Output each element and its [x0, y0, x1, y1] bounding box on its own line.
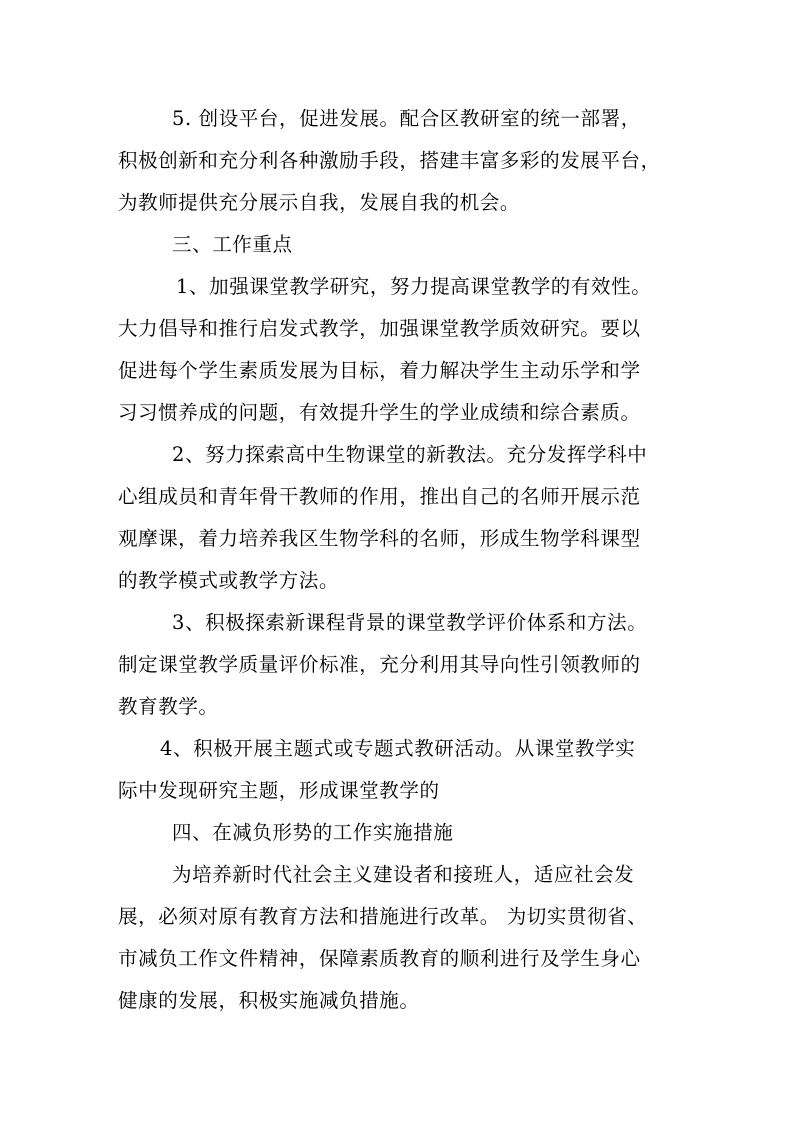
- paragraph-line: 为教师提供充分展示自我，发展自我的机会。: [118, 191, 521, 214]
- paragraph-line: 观摩课，着力培养我区生物学科的名师，形成生物学科课型: [118, 527, 641, 550]
- paragraph-line: 3、积极探索新课程背景的课堂教学评价体系和方法。: [172, 611, 648, 634]
- paragraph-line: 2、努力探索高中生物课堂的新教法。充分发挥学科中: [172, 443, 648, 466]
- paragraph-line: 市减负工作文件精神，保障素质教育的顺利进行及学生身心: [118, 947, 641, 970]
- paragraph-line: 的教学模式或教学方法。: [118, 569, 340, 592]
- paragraph-line: 教育教学。: [118, 695, 219, 718]
- paragraph-line: 健康的发展，积极实施减负措施。: [118, 989, 420, 1012]
- paragraph-line: 4、积极开展主题式或专题式教研活动。从课堂教学实: [160, 737, 636, 760]
- paragraph-line: 展，必须对原有教育方法和措施进行改革。 为切实贯彻省、: [118, 905, 648, 928]
- section-heading: 三、工作重点: [172, 233, 293, 256]
- paragraph-line: 际中发现研究主题，形成课堂教学的: [118, 779, 440, 802]
- paragraph-line: 习习惯养成的问题，有效提升学生的学业成绩和综合素质。: [118, 401, 641, 424]
- paragraph-line: 大力倡导和推行启发式教学，加强课堂教学质效研究。要以: [118, 317, 641, 340]
- paragraph-line: 促进每个学生素质发展为目标，着力解决学生主动乐学和学: [118, 359, 641, 382]
- paragraph-line: 心组成员和青年骨干教师的作用，推出自己的名师开展示范: [118, 485, 641, 508]
- paragraph-line: 1、加强课堂教学研究，努力提高课堂教学的有效性。: [176, 275, 652, 298]
- paragraph-line: 制定课堂教学质量评价标准，充分利用其导向性引领教师的: [118, 653, 641, 676]
- paragraph-line: 积极创新和充分利各种激励手段，搭建丰富多彩的发展平台，: [118, 149, 661, 172]
- paragraph-line: 5. 创设平台，促进发展。配合区教研室的统一部署，: [172, 107, 641, 130]
- section-heading: 四、在减负形势的工作实施措施: [172, 821, 454, 844]
- paragraph-line: 为培养新时代社会主义建设者和接班人，适应社会发: [172, 863, 635, 886]
